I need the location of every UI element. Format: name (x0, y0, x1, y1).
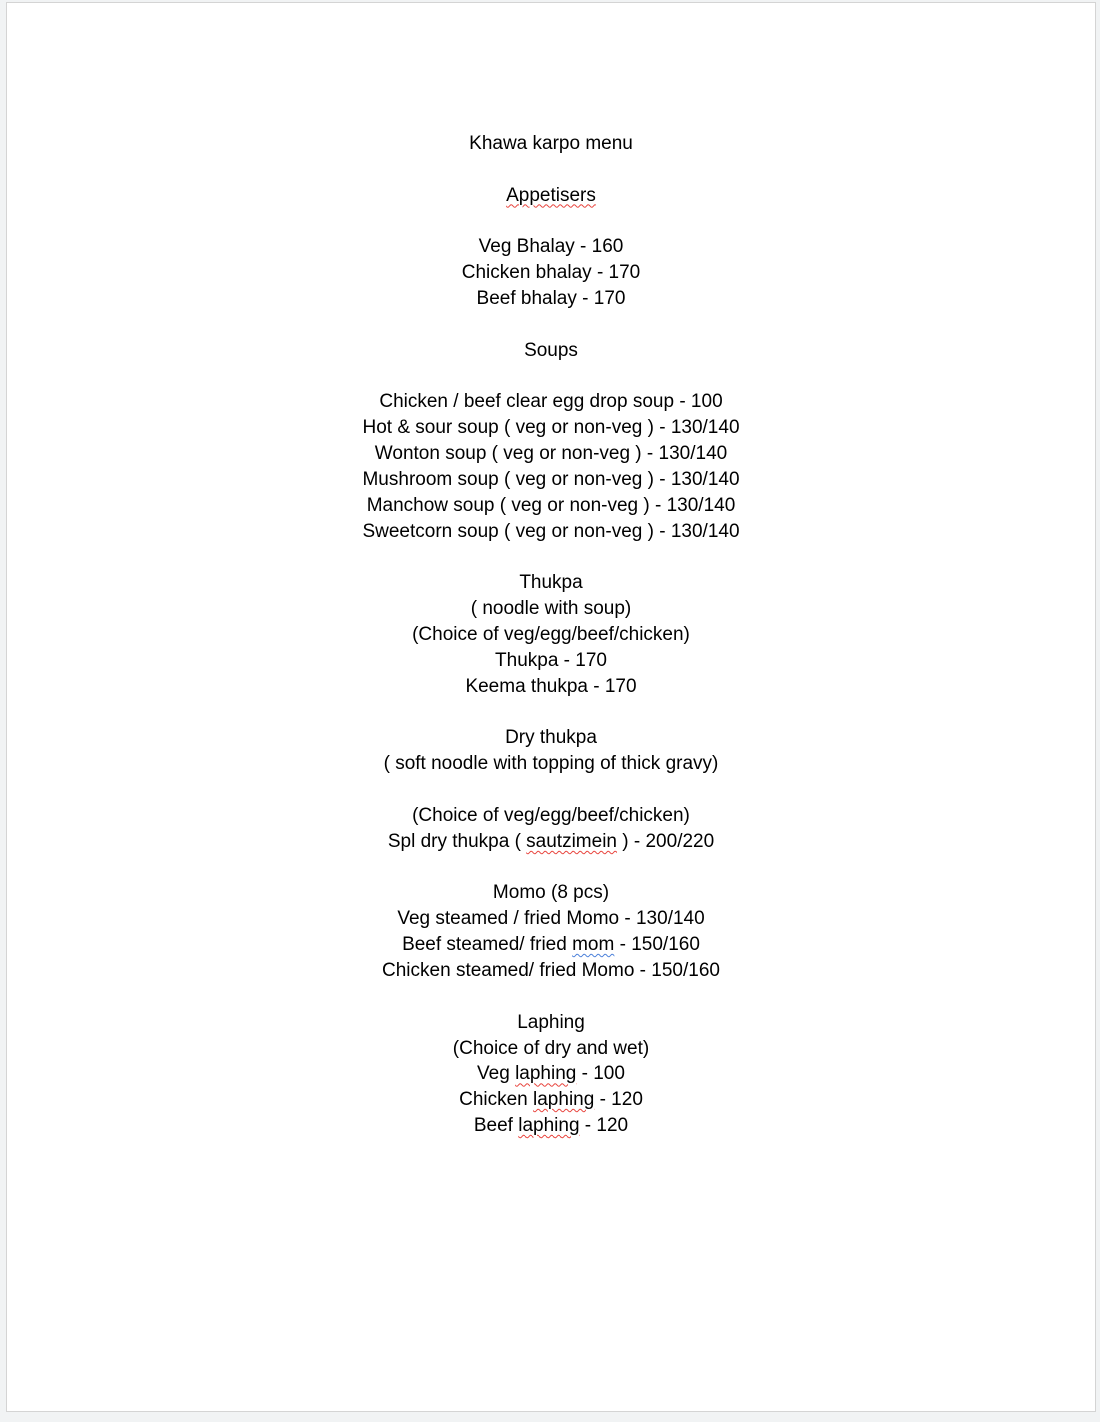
menu-item: Hot & sour soup ( veg or non-veg ) - 130/140 (362, 417, 740, 439)
blank-line (7, 777, 1095, 803)
menu-item (7, 1113, 1095, 1139)
thukpa-choice: (Choice of veg/egg/beef/chicken) (412, 624, 690, 646)
blank-line (7, 364, 1095, 390)
appetisers-heading (7, 183, 1095, 209)
menu-item: Sweetcorn soup ( veg or non-veg ) - 130/140 (362, 520, 740, 542)
menu-text[interactable] (7, 131, 1095, 1139)
menu-item: Manchow soup ( veg or non-veg ) - 130/140 (366, 494, 736, 516)
menu-item: Thukpa - 170 (495, 649, 607, 671)
menu-item (7, 829, 1095, 855)
blank-line (7, 157, 1095, 183)
item-text: Veg (477, 1063, 516, 1085)
spellcheck-word[interactable]: Appetisers (506, 184, 596, 206)
item-text: - 150/160 (614, 934, 700, 956)
document-page[interactable] (6, 2, 1096, 1412)
menu-item: Beef bhalay - 170 (476, 288, 626, 310)
item-text: Spl dry thukpa ( (387, 830, 527, 852)
laphing-heading: Laphing (517, 1011, 585, 1033)
menu-title: Khawa karpo menu (469, 133, 633, 154)
blank-line (7, 984, 1095, 1010)
dry-thukpa-subtitle: ( soft noodle with topping of thick gravy) (383, 753, 719, 775)
menu-item: Chicken steamed/ fried Momo - 150/160 (382, 960, 720, 981)
menu-item: Chicken / beef clear egg drop soup - 100 (379, 391, 723, 413)
spellcheck-word[interactable]: laphing (533, 1089, 595, 1111)
menu-item: Wonton soup ( veg or non-veg ) - 130/140 (374, 443, 728, 465)
momo-heading: Momo (8 pcs) (492, 882, 610, 904)
dry-thukpa-heading: Dry thukpa (505, 727, 597, 749)
item-text: - 100 (576, 1063, 625, 1085)
item-text: Beef (473, 1115, 519, 1137)
blank-line (7, 209, 1095, 235)
item-text: ) - 200/220 (617, 830, 715, 852)
spellcheck-word[interactable]: sautzimein (526, 830, 617, 852)
blank-line (7, 700, 1095, 726)
menu-item (7, 1087, 1095, 1113)
menu-item (7, 932, 1095, 958)
item-text: Chicken (459, 1089, 534, 1111)
laphing-choice: (Choice of dry and wet) (452, 1037, 650, 1059)
menu-item: Mushroom soup ( veg or non-veg ) - 130/140 (362, 468, 740, 490)
thukpa-subtitle: ( noodle with soup) (470, 598, 632, 620)
menu-item (7, 1061, 1095, 1087)
spellcheck-word[interactable]: laphing (515, 1063, 577, 1085)
blank-line (7, 312, 1095, 338)
menu-item: Chicken bhalay - 170 (461, 262, 641, 284)
item-text: - 120 (594, 1089, 643, 1111)
menu-item: Veg Bhalay - 160 (478, 236, 624, 258)
thukpa-heading: Thukpa (519, 572, 583, 594)
item-text: - 120 (579, 1115, 629, 1137)
spellcheck-word[interactable]: laphing (518, 1115, 580, 1137)
grammar-check-word[interactable]: mom (572, 934, 615, 956)
soups-heading: Soups (524, 339, 578, 361)
menu-item: Keema thukpa - 170 (465, 675, 637, 697)
dry-thukpa-choice: (Choice of veg/egg/beef/chicken) (412, 804, 690, 826)
item-text: Beef steamed/ fried (402, 934, 573, 956)
blank-line (7, 545, 1095, 571)
blank-line (7, 855, 1095, 881)
menu-item: Veg steamed / fried Momo - 130/140 (397, 908, 705, 930)
